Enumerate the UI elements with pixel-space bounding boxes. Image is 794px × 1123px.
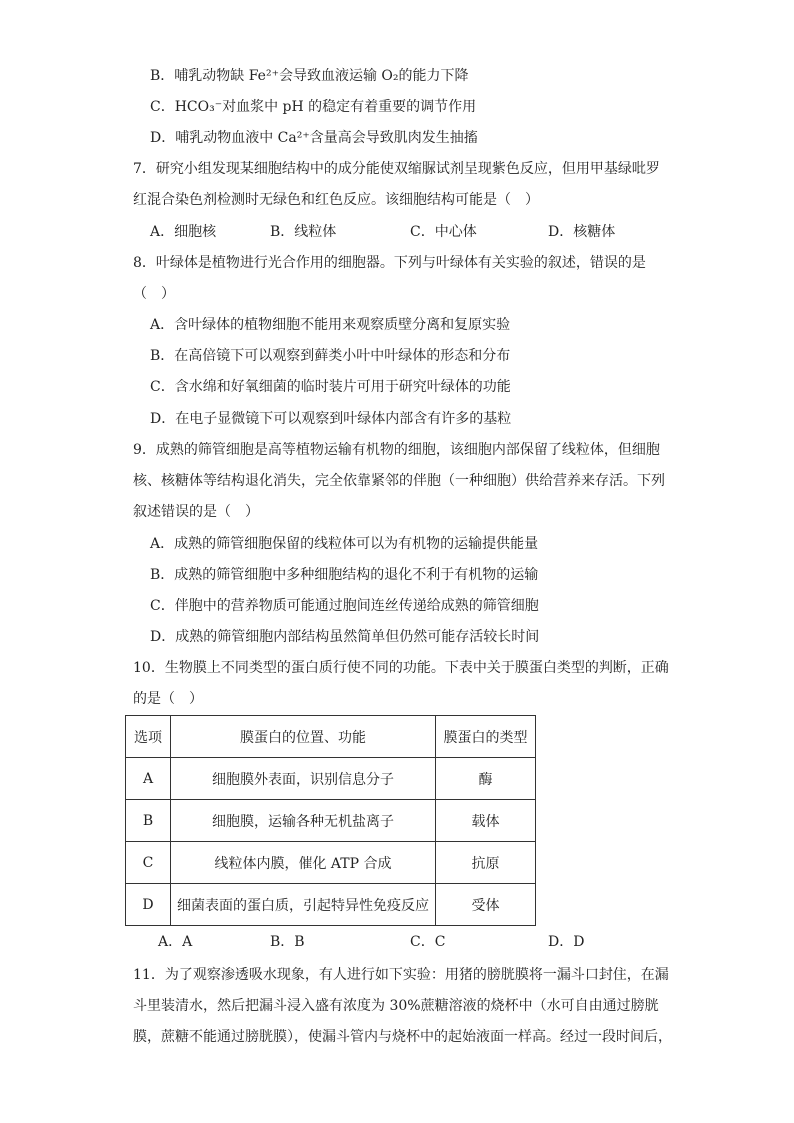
table-cell: C — [126, 842, 171, 884]
table-cell: 酶 — [436, 758, 536, 800]
q10-option-c: C．C — [410, 934, 446, 950]
q9-option-b: B．成熟的筛管细胞中多种细胞结构的退化不利于有机物的运输 — [150, 567, 539, 583]
table-cell: 载体 — [436, 800, 536, 842]
table-cell: D — [126, 884, 171, 926]
table-header-row — [126, 716, 536, 758]
q10-option-b: B．B — [270, 934, 305, 950]
table-header-cell: 膜蛋白的位置、功能 — [171, 716, 436, 758]
q8-stem-line1: 8．叶绿体是植物进行光合作用的细胞器。下列与叶绿体有关实验的叙述，错误的是 — [133, 255, 646, 271]
q7-stem-line1: 7．研究小组发现某细胞结构中的成分能使双缩脲试剂呈现紫色反应，但用甲基绿吡罗 — [133, 161, 660, 177]
table-header-cell: 膜蛋白的类型 — [436, 716, 536, 758]
table-cell: 线粒体内膜，催化 ATP 合成 — [171, 842, 436, 884]
q7-option-c: C．中心体 — [410, 224, 477, 240]
table-cell: 抗原 — [436, 842, 536, 884]
q7-option-a: A．细胞核 — [150, 224, 217, 240]
q8-option-a: A．含叶绿体的植物细胞不能用来观察质壁分离和复原实验 — [150, 317, 511, 333]
q6-option-c: C．HCO₃⁻对血浆中 pH 的稳定有着重要的调节作用 — [150, 99, 477, 115]
membrane-protein-table — [125, 715, 536, 926]
q7-stem-line2: 红混合染色剂检测时无绿色和红色反应。该细胞结构可能是（ ） — [133, 192, 539, 208]
q8-option-c: C．含水绵和好氧细菌的临时装片可用于研究叶绿体的功能 — [150, 379, 511, 395]
q10-stem-line2: 的是（ ） — [133, 691, 203, 707]
q8-option-b: B．在高倍镜下可以观察到藓类小叶中叶绿体的形态和分布 — [150, 348, 511, 364]
q9-option-c: C．伴胞中的营养物质可能通过胞间连丝传递给成熟的筛管细胞 — [150, 598, 539, 614]
q9-stem-line2: 核、核糖体等结构退化消失，完全依靠紧邻的伴胞（一种细胞）供给营养来存活。下列 — [133, 473, 665, 489]
table-row — [126, 884, 536, 926]
q11-stem-line1: 11．为了观察渗透吸水现象，有人进行如下实验：用猪的膀胱膜将一漏斗口封住，在漏 — [133, 967, 669, 983]
q9-stem-line1: 9．成熟的筛管细胞是高等植物运输有机物的细胞，该细胞内部保留了线粒体，但细胞 — [133, 442, 660, 458]
q8-option-d: D．在电子显微镜下可以观察到叶绿体内部含有许多的基粒 — [150, 411, 512, 427]
table-cell: 受体 — [436, 884, 536, 926]
q9-option-a: A．成熟的筛管细胞保留的线粒体可以为有机物的运输提供能量 — [150, 536, 539, 552]
q10-stem-line1: 10．生物膜上不同类型的蛋白质行使不同的功能。下表中关于膜蛋白类型的判断，正确 — [133, 660, 669, 676]
q9-stem-line3: 叙述错误的是（ ） — [133, 504, 259, 520]
q8-stem-line2: （ ） — [133, 286, 175, 302]
q7-option-d: D．核糖体 — [548, 224, 616, 240]
table-row — [126, 800, 536, 842]
table-header-cell: 选项 — [126, 716, 171, 758]
table-row — [126, 842, 536, 884]
table-cell: B — [126, 800, 171, 842]
q9-option-d: D．成熟的筛管细胞内部结构虽然简单但仍然可能存活较长时间 — [150, 629, 540, 645]
q11-stem-line3: 膜，蔗糖不能通过膀胱膜），使漏斗管内与烧杯中的起始液面一样高。经过一段时间后， — [133, 1029, 672, 1045]
q6-option-b: B．哺乳动物缺 Fe²⁺会导致血液运输 O₂的能力下降 — [150, 68, 469, 84]
q10-option-a: A．A — [158, 934, 193, 950]
q11-stem-line2: 斗里装清水，然后把漏斗浸入盛有浓度为 30%蔗糖溶液的烧杯中（水可自由通过膀胱 — [133, 998, 659, 1014]
q10-option-d: D．D — [548, 934, 585, 950]
q6-option-d: D．哺乳动物血液中 Ca²⁺含量高会导致肌肉发生抽搐 — [150, 130, 478, 146]
table-cell: A — [126, 758, 171, 800]
table-cell: 细胞膜外表面，识别信息分子 — [171, 758, 436, 800]
table-cell: 细胞膜，运输各种无机盐离子 — [171, 800, 436, 842]
table-row — [126, 758, 536, 800]
table-cell: 细菌表面的蛋白质，引起特异性免疫反应 — [171, 884, 436, 926]
q7-option-b: B．线粒体 — [270, 224, 337, 240]
